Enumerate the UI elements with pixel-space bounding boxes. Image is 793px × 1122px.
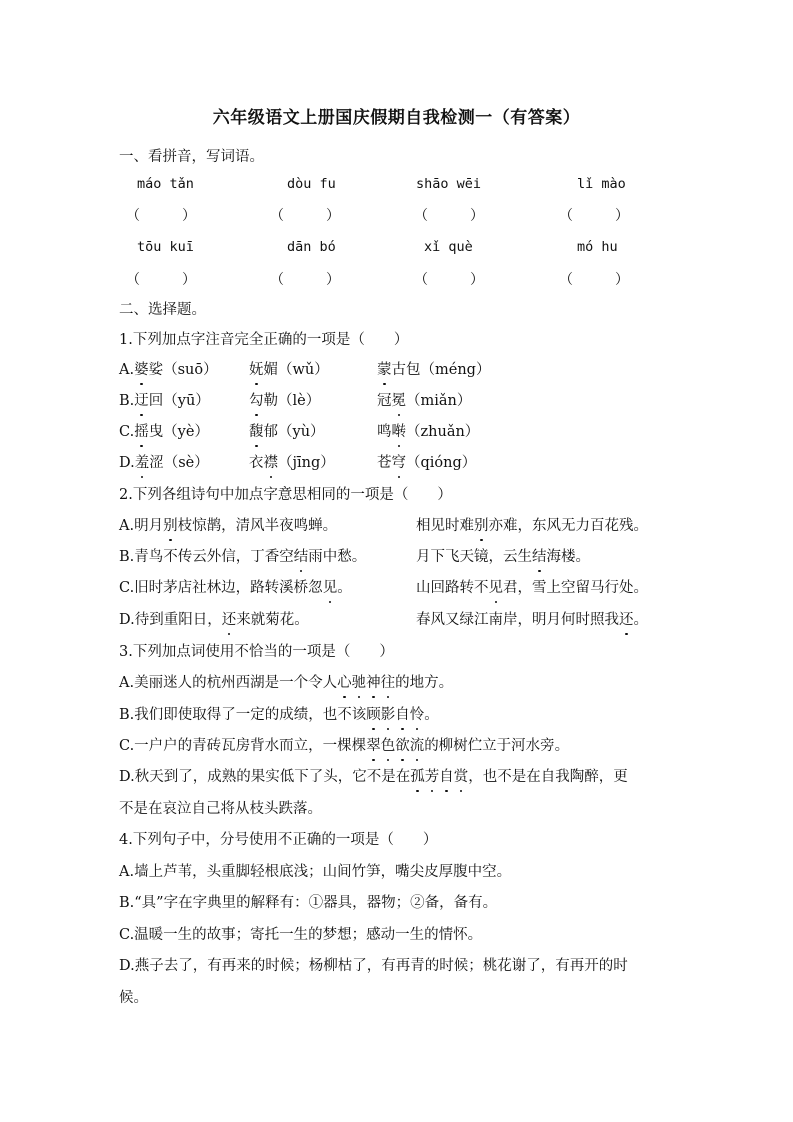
dotted-char: 欲 xyxy=(395,738,410,754)
dotted-char: 驰 xyxy=(351,675,367,691)
dotted-char: 自 xyxy=(439,769,454,785)
q4-option-c: C.温暖一生的故事；寄托一生的梦想；感动一生的情怀。 xyxy=(119,927,483,943)
dotted-char: 影 xyxy=(380,707,396,723)
q2-option-d-right: 春风又绿江南岸，明月何时照我还。 xyxy=(416,612,648,628)
q1-option-d-3: 苍穹（qióng） xyxy=(377,455,477,471)
q4-option-d: D.燕子去了，有再来的时候；杨柳枯了，有再青的时候；桃花谢了，有再开的时 xyxy=(119,958,628,974)
pinyin-4: lǐ mào xyxy=(577,176,626,192)
answer-blank-8[interactable]: （ ） xyxy=(559,272,629,288)
q1-option-a-2: 妩媚（wǔ） xyxy=(249,362,329,378)
dotted-char: 神 xyxy=(366,675,381,691)
q3-stem: 3.下列加点词使用不恰当的一项是（ ） xyxy=(119,644,394,660)
q2-option-c-left: C.旧时茅店社林边，路转溪桥忽见。 xyxy=(119,580,352,596)
answer-blank-5[interactable]: （ ） xyxy=(126,272,196,288)
q2-option-c-right: 山回路转不见君，雪上空留马行处。 xyxy=(416,580,648,596)
q1-option-b-3: 冠冕（miǎn） xyxy=(377,393,472,409)
q3-option-d: D.秋天到了，成熟的果实低下了头，它不是在孤芳自赏，也不是在自我陶醉，更 xyxy=(119,769,628,785)
q1-option-a-1: A.婆娑（suō） xyxy=(119,362,218,378)
q3-option-d-continued: 不是在哀泣自己将从枝头跌落。 xyxy=(119,801,322,817)
dotted-char: 翠 xyxy=(366,738,381,754)
pinyin-7: xǐ què xyxy=(424,239,473,255)
q2-stem: 2.下列各组诗句中加点字意思相同的一项是（ ） xyxy=(119,487,452,503)
q1-option-a-3: 蒙古包（méng） xyxy=(377,362,491,378)
q1-option-d-1: D.羞涩（sè） xyxy=(119,455,209,471)
dotted-char: 色 xyxy=(380,738,396,754)
q2-option-d-left: D.待到重阳日，还来就菊花。 xyxy=(119,612,309,628)
q3-c-dotted-word xyxy=(366,738,424,754)
q3-a-dotted-word xyxy=(337,675,395,691)
q2-option-b-left: B.青鸟不传云外信，丁香空结雨中愁。 xyxy=(119,549,367,565)
q2-option-b-right: 月下飞天镜，云生结海楼。 xyxy=(416,549,590,565)
pinyin-2: dòu fu xyxy=(287,176,336,192)
q2-option-a-right: 相见时难别亦难，东风无力百花残。 xyxy=(416,518,648,534)
q4-option-a: A.墙上芦苇，头重脚轻根底浅；山间竹笋，嘴尖皮厚腹中空。 xyxy=(119,864,512,880)
q1-option-b-2: 勾勒（lè） xyxy=(249,393,321,409)
answer-blank-3[interactable]: （ ） xyxy=(414,208,484,224)
q1-stem: 1.下列加点字注音完全正确的一项是（ ） xyxy=(119,332,409,348)
pinyin-5: tōu kuī xyxy=(137,239,194,255)
q4-option-d-continued: 候。 xyxy=(119,990,148,1006)
q4-stem: 4.下列句子中，分号使用不正确的一项是（ ） xyxy=(119,832,438,848)
dotted-char: 心 xyxy=(337,675,352,691)
dotted-char: 往 xyxy=(380,675,396,691)
answer-blank-2[interactable]: （ ） xyxy=(270,208,340,224)
pinyin-3: shāo wēi xyxy=(416,176,482,192)
dotted-char: 顾 xyxy=(366,707,381,723)
q1-option-c-3: 鸣啭（zhuǎn） xyxy=(377,424,480,440)
q1-option-d-2: 衣襟（jīng） xyxy=(249,455,335,471)
dotted-char: 自 xyxy=(395,707,410,723)
pinyin-1: máo tǎn xyxy=(137,176,194,192)
section-1-heading: 一、看拼音，写词语。 xyxy=(119,149,264,165)
q1-option-b-1: B.迂回（yū） xyxy=(119,393,210,409)
answer-blank-7[interactable]: （ ） xyxy=(414,272,484,288)
dotted-char: 芳 xyxy=(424,769,440,785)
answer-blank-6[interactable]: （ ） xyxy=(270,272,340,288)
q3-b-dotted-word xyxy=(366,707,424,723)
dotted-char: 孤 xyxy=(410,769,425,785)
section-2-heading: 二、选择题。 xyxy=(119,302,206,318)
q4-option-b: B.“具”字在字典里的解释有：①器具，器物；②备，备有。 xyxy=(119,895,498,911)
q3-d-dotted-word xyxy=(410,769,468,785)
pinyin-8: mó hu xyxy=(577,239,618,255)
answer-blank-1[interactable]: （ ） xyxy=(126,208,196,224)
pinyin-6: dān bó xyxy=(287,239,336,255)
page-title: 六年级语文上册国庆假期自我检测一（有答案） xyxy=(212,108,581,128)
q3-option-b: B.我们即使取得了一定的成绩，也不该顾影自怜。 xyxy=(119,707,439,723)
q1-option-c-1: C.摇曳（yè） xyxy=(119,424,209,440)
answer-blank-4[interactable]: （ ） xyxy=(559,208,629,224)
q3-option-a: A.美丽迷人的杭州西湖是一个令人心驰神往的地方。 xyxy=(119,675,454,691)
dotted-char: 怜 xyxy=(409,707,425,723)
q3-option-c: C.一户户的青砖瓦房背水而立，一棵棵翠色欲流的柳树伫立于河水旁。 xyxy=(119,738,570,754)
q2-option-a-left: A.明月别枝惊鹊，清风半夜鸣蝉。 xyxy=(119,518,338,534)
dotted-char: 流 xyxy=(409,738,425,754)
dotted-char: 赏 xyxy=(453,769,469,785)
q1-option-c-2: 馥郁（yù） xyxy=(249,424,325,440)
